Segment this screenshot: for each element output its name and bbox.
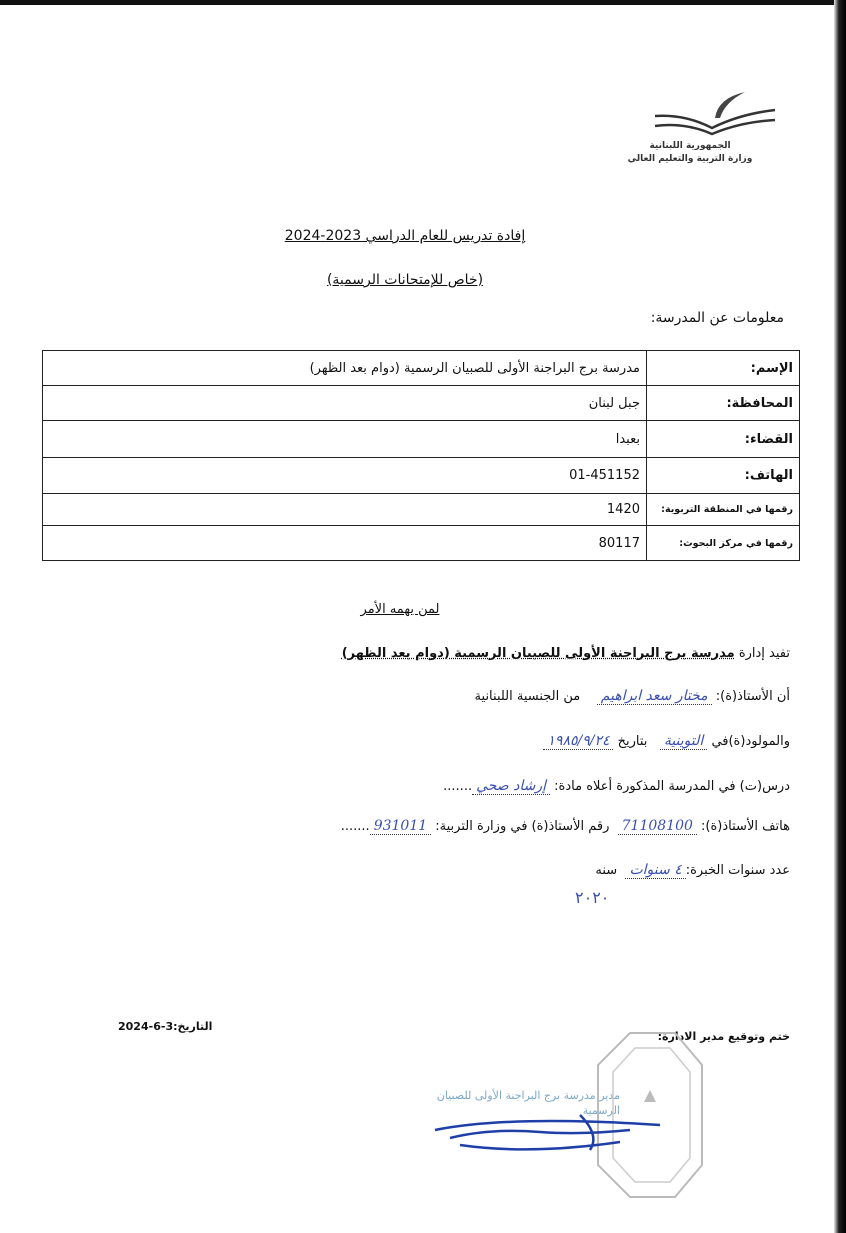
- experience-label: عدد سنوات الخبرة:: [685, 863, 790, 878]
- table-row: [43, 458, 800, 494]
- subject-label: درس(ت) في المدرسة المذكورة أعلاه مادة:: [554, 779, 790, 794]
- teacher-name: مختار سعد ابراهيم: [597, 688, 712, 705]
- to-whom-heading: لمن يهمه الأمر: [360, 602, 440, 617]
- scan-edge-right: [834, 0, 846, 1233]
- nationality: من الجنسية اللبنانية: [474, 689, 581, 704]
- table-row: [43, 421, 800, 458]
- scan-edge-top: [0, 0, 846, 5]
- intro-school: مدرسة برج البراجنة الأولى للصبيان الرسمية (دوام بعد الظهر): [341, 646, 735, 661]
- document-date: التاريخ:3-6-2024: [118, 1020, 213, 1033]
- table-row: [43, 351, 800, 386]
- row-label: المحافظة:: [647, 386, 800, 421]
- ministry-number: 931011: [370, 818, 431, 835]
- row-label: الهاتف:: [647, 458, 800, 494]
- row-value: بعبدا: [43, 421, 647, 458]
- teacher-label: أن الأستاذ(ة):: [715, 689, 790, 704]
- row-value: 80117: [43, 526, 647, 561]
- row-value: 1420: [43, 494, 647, 526]
- letterhead: [600, 140, 780, 166]
- date-label: بتاريخ: [617, 734, 648, 749]
- birth-line: [543, 733, 790, 749]
- birthplace: التوينية: [660, 733, 707, 750]
- document-subtitle: (خاص للإمتحانات الرسمية): [326, 272, 484, 288]
- birth-date: ١٩٨٥/٩/٢٤: [543, 733, 613, 750]
- ministry-no-label: رقم الأستاذ(ة) في وزارة التربية:: [435, 819, 610, 834]
- director-signature-icon: [430, 1110, 670, 1160]
- section-label: معلومات عن المدرسة:: [650, 310, 784, 326]
- document-title: إفادة تدريس للعام الدراسي 2023-2024: [284, 228, 526, 244]
- row-value: مدرسة برج البراجنة الأولى للصبيان الرسمية (دوام بعد الظهر): [43, 351, 647, 386]
- row-value: جبل لبنان: [43, 386, 647, 421]
- phone-line: هاتف الأستاذ(ة): 71108100 رقم الأستاذ(ة) في وزارة التربية: 931011.......: [340, 818, 790, 834]
- teacher-line: [475, 688, 790, 704]
- row-label: رقمها في مركز البحوث:: [647, 526, 800, 561]
- stamp-signature-label: ختم وتوقيع مدير الادارة:: [657, 1030, 790, 1043]
- experience-line: [595, 862, 790, 878]
- row-label: رقمها في المنطقة التربوية:: [647, 494, 800, 526]
- row-value: 01-451152: [43, 458, 647, 494]
- experience-years: ٤ سنوات: [625, 862, 685, 879]
- table-row: [43, 526, 800, 561]
- subject-line: درس(ت) في المدرسة المذكورة أعلاه مادة: إرشاد صحي.......: [443, 778, 790, 794]
- republic-name: الجمهورية اللبنانية: [649, 141, 731, 151]
- intro-prefix: تفيد إدارة: [738, 646, 790, 661]
- ministry-book-logo-icon: [650, 88, 780, 138]
- subject: إرشاد صحي: [472, 778, 550, 795]
- table-row: [43, 386, 800, 421]
- born-label: والمولود(ة)في: [711, 734, 790, 749]
- teacher-phone: 71108100: [618, 818, 697, 835]
- experience-note: ٢٠٢٠: [575, 888, 610, 907]
- school-info-table: [42, 350, 800, 561]
- intro-line: [342, 646, 790, 661]
- row-label: الإسم:: [647, 351, 800, 386]
- row-label: القضاء:: [647, 421, 800, 458]
- ministry-name: وزارة التربية والتعليم العالي: [627, 154, 753, 164]
- year-word: سنه: [595, 863, 618, 878]
- table-row: [43, 494, 800, 526]
- phone-label: هاتف الأستاذ(ة):: [701, 819, 790, 834]
- school-stamp-text: مدير مدرسة برج البراجنة الأولى للصبيان الرسمية: [436, 1089, 620, 1117]
